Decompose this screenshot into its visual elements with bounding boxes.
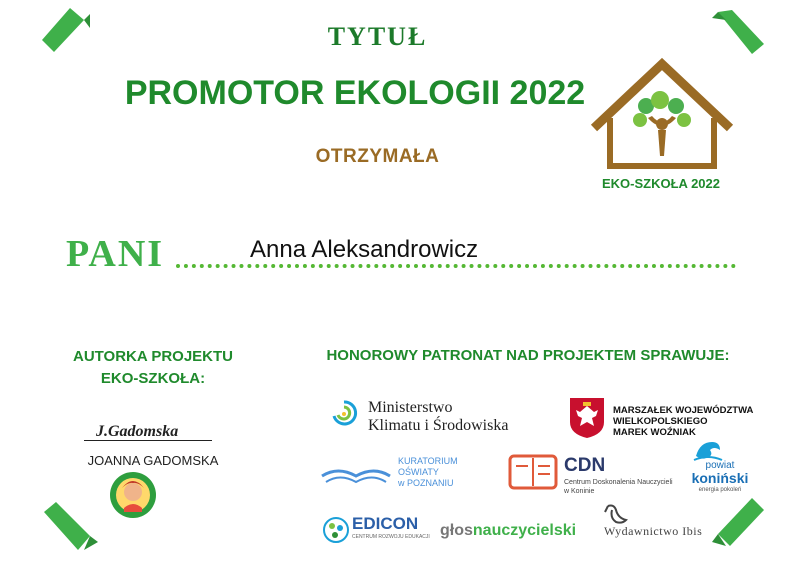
patronage-heading: HONOROWY PATRONAT NAD PROJEKTEM SPRAWUJE: bbox=[326, 347, 730, 364]
marshal-line1: MARSZAŁEK WOJEWÓDZTWA bbox=[613, 405, 754, 416]
powiat-line3: energia pokoleń bbox=[698, 487, 742, 493]
ministry-line2: Klimatu i Środowiska bbox=[368, 417, 509, 434]
recipient-name: Anna Aleksandrowicz bbox=[250, 236, 479, 263]
title-main: PROMOTOR EKOLOGII 2022 bbox=[124, 74, 586, 112]
cdn-line1: Centrum Doskonalenia Nauczycieli bbox=[564, 479, 673, 486]
marshal-line3: MAREK WOŹNIAK bbox=[613, 427, 696, 438]
powiat-horse-icon bbox=[692, 436, 724, 462]
powiat-line2: koniński bbox=[691, 470, 749, 486]
author-name: JOANNA GADOMSKA bbox=[87, 453, 219, 468]
edicon-globe-icon bbox=[322, 516, 350, 544]
marshal-line2: WIELKOPOLSKIEGO bbox=[613, 416, 708, 427]
marshal-logo bbox=[613, 405, 753, 438]
glos-part2: nauczycielski bbox=[472, 522, 577, 539]
edicon-subtitle: CENTRUM ROZWOJU EDUKACJI bbox=[352, 534, 430, 540]
name-dotted-line bbox=[176, 264, 736, 268]
ministry-logo bbox=[368, 399, 508, 435]
corner-ribbon-bottom-left bbox=[40, 492, 110, 562]
received-label: OTRZYMAŁA bbox=[315, 146, 440, 167]
kuratorium-line3: w POZNANIU bbox=[398, 478, 454, 488]
powiat-logo bbox=[680, 460, 760, 496]
kuratorium-book-icon bbox=[320, 458, 392, 486]
title-small: TYTUŁ bbox=[327, 22, 428, 51]
author-signature: J.Gadomska bbox=[96, 423, 179, 440]
cdn-subtitle bbox=[564, 478, 673, 496]
salutation: PANI bbox=[66, 233, 165, 275]
edicon-title: EDICON bbox=[352, 514, 419, 533]
author-avatar-icon bbox=[102, 470, 164, 520]
powiat-line1: powiat bbox=[705, 460, 735, 471]
author-heading-line1: AUTORKA PROJEKTU bbox=[72, 348, 233, 365]
ministry-line1: Ministerstwo bbox=[368, 399, 453, 416]
kuratorium-line2: OŚWIATY bbox=[398, 467, 439, 477]
cdn-book-icon bbox=[508, 452, 558, 492]
corner-ribbon-bottom-right bbox=[700, 490, 770, 560]
glos-part1: głos bbox=[440, 522, 473, 539]
eko-school-label: EKO-SZKOŁA 2022 bbox=[602, 176, 720, 191]
kuratorium-line1: KURATORIUM bbox=[398, 456, 458, 466]
glos-nauczycielski-logo bbox=[440, 522, 576, 540]
cdn-line2: w Koninie bbox=[564, 488, 595, 495]
ibis-logo: Wydawnictwo Ibis bbox=[604, 524, 703, 538]
cdn-title: CDN bbox=[564, 455, 606, 476]
author-heading bbox=[44, 346, 262, 390]
signature-line bbox=[84, 440, 212, 441]
kuratorium-logo bbox=[398, 456, 458, 489]
author-heading-line2: EKO-SZKOŁA: bbox=[100, 370, 206, 387]
ministry-spiral-icon bbox=[330, 398, 358, 430]
eko-school-house-logo bbox=[584, 56, 740, 174]
voivodeship-coat-of-arms-icon bbox=[568, 396, 606, 440]
